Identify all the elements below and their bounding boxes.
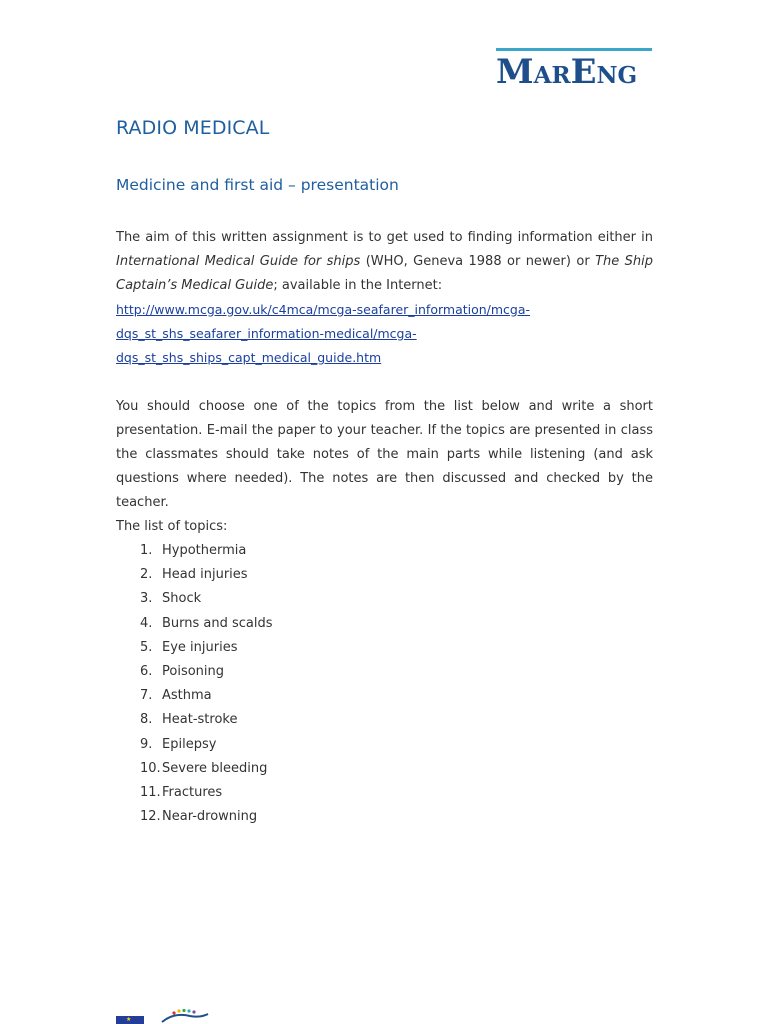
guide-title-who: International Medical Guide for ships: [116, 254, 361, 269]
topic-item: [116, 733, 273, 757]
topic-item: [116, 539, 273, 563]
topic-number: 10.: [140, 760, 161, 776]
topic-item: [116, 660, 273, 684]
topic-label: Heat-stroke: [162, 712, 238, 728]
topic-item: [116, 805, 273, 829]
mareng-logo: [496, 48, 652, 92]
topic-label: Shock: [162, 591, 202, 607]
topic-item: [116, 563, 273, 587]
topic-item: [116, 757, 273, 781]
topic-label: Asthma: [162, 688, 212, 704]
topic-item: [116, 587, 273, 611]
topic-label: Near-drowning: [162, 809, 258, 825]
topic-item: [116, 708, 273, 732]
topic-label: Epilepsy: [162, 736, 217, 752]
topic-number: 9.: [140, 736, 153, 752]
page-title: RADIO MEDICAL: [116, 117, 270, 139]
topic-label: Severe bleeding: [162, 760, 268, 776]
topic-number: 1.: [140, 543, 153, 558]
guide-link-line-1[interactable]: http://www.mcga.gov.uk/c4mca/mcga-seafarer_information/mcga-: [116, 302, 531, 317]
topic-number: 8.: [140, 712, 153, 728]
instructions-paragraph: You should choose one of the topics from the list below and write a short presentation. E-mail the paper to your teacher. If the topics are presented in class the classmates should take notes of the main parts while listening (and ask questions where needed). The notes are then discussed and checked by the teacher.: [116, 399, 653, 510]
topics-list: [116, 539, 273, 829]
page-subtitle: Medicine and first aid – presentation: [116, 176, 399, 194]
topic-label: Fractures: [162, 784, 223, 800]
topic-number: 3.: [140, 591, 153, 607]
topic-number: 12.: [140, 809, 161, 825]
topic-label: Head injuries: [162, 567, 248, 583]
topic-item: [116, 781, 273, 805]
topic-label: Hypothermia: [162, 543, 247, 558]
topic-number: 5.: [140, 639, 153, 655]
topic-item: [116, 612, 273, 636]
guide-link-line-2[interactable]: dqs_st_shs_seafarer_information-medical/mcga-: [116, 326, 417, 341]
topics-heading: The list of topics:: [116, 519, 228, 534]
eu-flag-icon: ★: [116, 1016, 144, 1024]
topic-label: Burns and scalds: [162, 615, 273, 631]
topic-number: 6.: [140, 663, 153, 679]
topic-number: 2.: [140, 567, 153, 583]
topic-item: [116, 684, 273, 708]
topic-label: Eye injuries: [162, 639, 238, 655]
topic-number: 11.: [140, 784, 161, 800]
guide-title-captain: The Ship Captain’s Medical Guide: [116, 254, 654, 293]
programme-logo-icon: [160, 1008, 212, 1024]
topic-label: Poisoning: [162, 663, 225, 679]
logo-bar: [496, 48, 652, 51]
topic-number: 7.: [140, 688, 153, 704]
guide-link-line-3[interactable]: dqs_st_shs_ships_capt_medical_guide.htm: [116, 350, 382, 365]
topic-item: [116, 636, 273, 660]
intro-paragraph: The aim of this written assignment is to get used to finding information either in International Medical Guide for ships (WHO, Geneva 1988 or newer) or The Ship Captain’s Medical Guide; available in the Internet: http://www.mcga.gov.uk/c4mca/mcga-seafarer_information/mcga- dqs_st_shs_seafarer_information-medical/mcga- dqs_st_shs_ships_capt_medical_guide.htm: [116, 226, 653, 370]
logo-text: MARENG: [496, 52, 638, 92]
topic-number: 4.: [140, 615, 153, 631]
